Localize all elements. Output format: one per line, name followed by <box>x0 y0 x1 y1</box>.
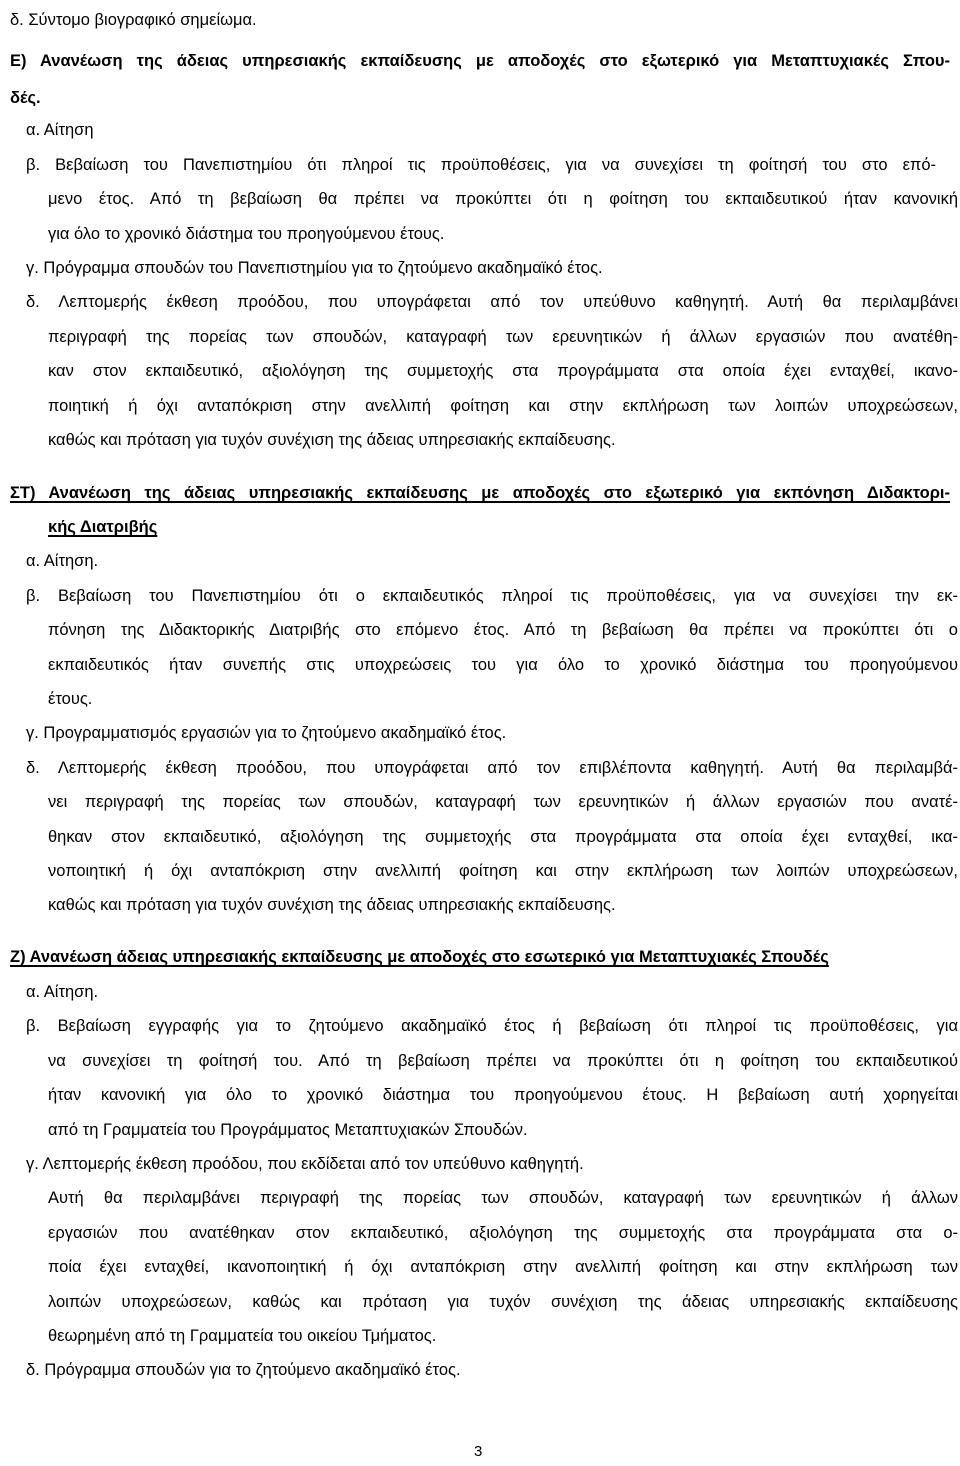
item-d-short-cv: δ. Σύντομο βιογραφικό σημείωμα. <box>10 11 257 29</box>
page-number: 3 <box>474 1443 483 1460</box>
section-z-item-g: γ. Λεπτομερής έκθεση προόδου, που εκδίδεται από τον υπεύθυνο καθηγητή. <box>26 1155 584 1173</box>
section-z-item-d: δ. Πρόγραμμα σπουδών για το ζητούμενο ακαδημαϊκό έτος. <box>26 1361 461 1379</box>
section-st-item-b-line-3: εκπαιδευτικός ήταν συνεπής στις υποχρεώσεις του για όλο το χρονικό διάστημα του προηγούμενου <box>48 656 958 674</box>
section-e-item-b-line-1: β. Βεβαίωση του Πανεπιστημίου ότι πληροί τις προϋποθέσεις, για να συνεχίσει τη φοίτησή του στο επό- <box>26 156 936 174</box>
section-st-item-d-line-3: θηκαν στον εκπαιδευτικό, αξιολόγηση της συμμετοχής στα προγράμματα στα οποία έχει ενταχθεί, ικα- <box>48 828 958 846</box>
section-z-item-a: α. Αίτηση. <box>26 983 99 1001</box>
section-e-item-d-line-3: καν στον εκπαιδευτικό, αξιολόγηση της συμμετοχής στα προγράμματα στα οποία έχει ενταχθεί, ικανο- <box>48 362 958 380</box>
section-st-item-d-line-5: καθώς και πρόταση για τυχόν συνέχιση της άδειας υπηρεσιακής εκπαίδευσης. <box>48 896 616 914</box>
section-z-heading: Ζ) Ανανέωση άδειας υπηρεσιακής εκπαίδευσης με αποδοχές στο εσωτερικό για Μεταπτυχιακές Σπουδές <box>10 948 829 966</box>
section-z-item-g-line-1: Αυτή θα περιλαμβάνει περιγραφή της πορείας των σπουδών, καταγραφή των ερευνητικών ή άλλων <box>48 1189 958 1207</box>
section-e-item-g: γ. Πρόγραμμα σπουδών του Πανεπιστημίου για το ζητούμενο ακαδημαϊκό έτος. <box>26 259 603 277</box>
section-st-item-b-line-2: πόνηση της Διδακτορικής Διατριβής στο επόμενο έτος. Από τη βεβαίωση θα πρέπει να προκύπτει ότι ο <box>48 621 958 639</box>
section-z-item-g-line-2: εργασιών που ανατέθηκαν στον εκπαιδευτικό, αξιολόγηση της συμμετοχής στα προγράμματα στα ο- <box>48 1224 958 1242</box>
section-st-item-d-line-4: νοποιητική ή όχι ανταπόκριση στην ανελλιπή φοίτηση και στην εκπλήρωση των λοιπών υποχρεώσεων, <box>48 862 958 880</box>
section-st-item-b-line-1: β. Βεβαίωση του Πανεπιστημίου ότι ο εκπαιδευτικός πληροί τις προϋποθέσεις, για να συνεχίσει την εκ- <box>26 587 958 605</box>
section-e-item-b-line-3: για όλο το χρονικό διάστημα του προηγούμενου έτους. <box>48 225 445 243</box>
section-st-item-d-line-2: νει περιγραφή της πορείας των σπουδών, καταγραφή των ερευνητικών ή άλλων εργασιών που ανατέ- <box>48 793 958 811</box>
section-st-item-g: γ. Προγραμματισμός εργασιών για το ζητούμενο ακαδημαϊκό έτος. <box>26 724 507 742</box>
section-z-item-b-line-4: από τη Γραμματεία του Προγράμματος Μεταπτυχιακών Σπουδών. <box>48 1121 528 1139</box>
section-st-heading-line-1: ΣΤ) Ανανέωση της άδειας υπηρεσιακής εκπαίδευσης με αποδοχές στο εξωτερικό για εκπόνηση Διδακτορι- <box>10 484 950 502</box>
section-e-heading-line-2: δές. <box>10 89 41 107</box>
section-e-item-a: α. Αίτηση <box>26 121 94 139</box>
section-z-item-b-line-3: ήταν κανονική για όλο το χρονικό διάστημα του προηγούμενου έτους. Η βεβαίωση αυτή χορηγείται <box>48 1086 958 1104</box>
section-e-item-d-line-5: καθώς και πρόταση για τυχόν συνέχιση της άδειας υπηρεσιακής εκπαίδευσης. <box>48 431 616 449</box>
section-e-item-d-line-2: περιγραφή της πορείας των σπουδών, καταγραφή των ερευνητικών ή άλλων εργασιών που ανατέθη- <box>48 328 958 346</box>
section-z-item-b-line-2: να συνεχίσει τη φοίτησή του. Από τη βεβαίωση πρέπει να προκύπτει ότι η φοίτηση του εκπαιδευτικού <box>48 1052 958 1070</box>
section-z-item-b-line-1: β. Βεβαίωση εγγραφής για το ζητούμενο ακαδημαϊκό έτος ή βεβαίωση ότι πληροί τις προϋποθέσεις, για <box>26 1017 958 1035</box>
section-z-item-g-line-3: ποία έχει ενταχθεί, ικανοποιητική ή όχι ανταπόκριση στην ανελλιπή φοίτηση και στην εκπλήρωση των <box>48 1258 958 1276</box>
section-e-item-d-line-1: δ. Λεπτομερής έκθεση προόδου, που υπογράφεται από τον υπεύθυνο καθηγητή. Αυτή θα περιλαμβάνει <box>26 293 958 311</box>
section-e-item-b-line-2: μενο έτος. Από τη βεβαίωση θα πρέπει να προκύπτει ότι η φοίτηση του εκπαιδευτικού ήταν κανονική <box>48 190 958 208</box>
section-e-item-d-line-4: ποιητική ή όχι ανταπόκριση στην ανελλιπή φοίτηση και στην εκπλήρωση των λοιπών υποχρεώσεων, <box>48 397 958 415</box>
section-st-heading-line-2: κής Διατριβής <box>48 518 158 536</box>
section-e-heading-line-1: Ε) Ανανέωση της άδειας υπηρεσιακής εκπαίδευσης με αποδοχές στο εξωτερικό για Μεταπτυχιακές Σπου- <box>10 52 950 70</box>
section-st-item-a: α. Αίτηση. <box>26 552 99 570</box>
section-st-item-d-line-1: δ. Λεπτομερής έκθεση προόδου, που υπογράφεται από τον επιβλέποντα καθηγητή. Αυτή θα περιλαμβά- <box>26 759 958 777</box>
section-st-item-b-line-4: έτους. <box>48 690 93 708</box>
section-z-item-g-line-5: θεωρημένη από τη Γραμματεία του οικείου Τμήματος. <box>48 1327 437 1345</box>
section-z-item-g-line-4: λοιπών υποχρεώσεων, καθώς και πρόταση για τυχόν συνέχιση της άδειας υπηρεσιακής εκπαίδευσης <box>48 1293 958 1311</box>
